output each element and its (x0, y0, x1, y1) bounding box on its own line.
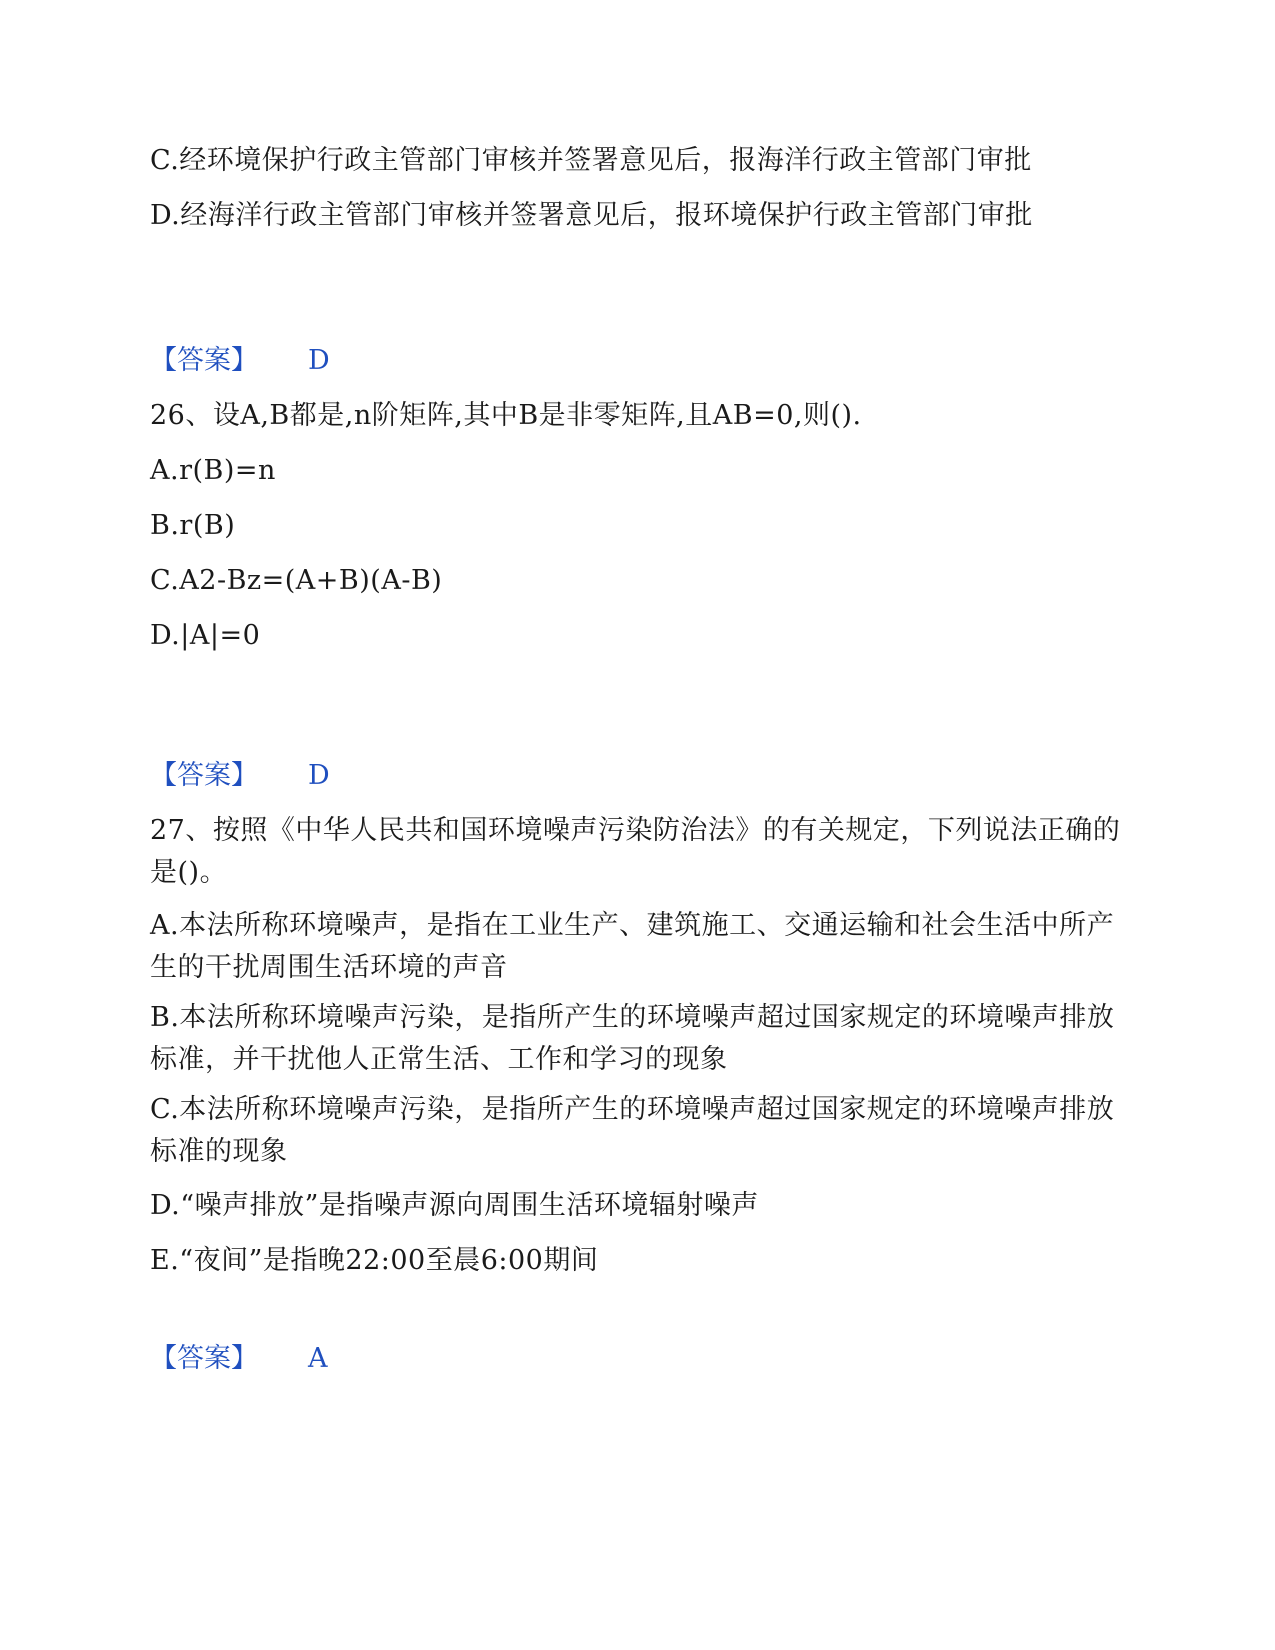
q25-option-c: C.经环境保护行政主管部门审核并签署意见后，报海洋行政主管部门审批 (150, 145, 1032, 176)
answer-value: D (308, 345, 330, 376)
q26-answer (150, 755, 330, 797)
answer-label: 【答案】 (150, 1343, 258, 1374)
q27-option-e: E.“夜间”是指晚22:00至晨6:00期间 (150, 1245, 599, 1276)
q26-option-d: D.|A|=0 (150, 620, 261, 651)
answer-label: 【答案】 (150, 345, 258, 376)
answer-value: A (308, 1343, 328, 1374)
q26-option-c: C.A2-Bz=(A+B)(A-B) (150, 565, 443, 596)
q26-stem: 26、设A,B都是,n阶矩阵,其中B是非零矩阵,且AB=0,则(). (150, 400, 862, 431)
q25-answer (150, 340, 330, 382)
q27-option-d: D.“噪声排放”是指噪声源向周围生活环境辐射噪声 (150, 1190, 759, 1221)
q27-option-c: C.本法所称环境噪声污染，是指所产生的环境噪声超过国家规定的环境噪声排放标准的现象 (150, 1094, 1115, 1167)
answer-value: D (308, 760, 330, 791)
q27-option-b: B.本法所称环境噪声污染，是指所产生的环境噪声超过国家规定的环境噪声排放标准，并干扰他人正常生活、工作和学习的现象 (150, 1002, 1115, 1075)
q27-option-a: A.本法所称环境噪声，是指在工业生产、建筑施工、交通运输和社会生活中所产生的干扰周围生活环境的声音 (150, 910, 1115, 983)
q27-stem: 27、按照《中华人民共和国环境噪声污染防治法》的有关规定，下列说法正确的是()。 (150, 815, 1121, 888)
q26-option-a: A.r(B)=n (150, 455, 276, 486)
q26-option-b: B.r(B) (150, 510, 236, 541)
q25-option-d: D.经海洋行政主管部门审核并签署意见后，报环境保护行政主管部门审批 (150, 200, 1033, 231)
answer-label: 【答案】 (150, 760, 258, 791)
q27-answer (150, 1338, 328, 1380)
